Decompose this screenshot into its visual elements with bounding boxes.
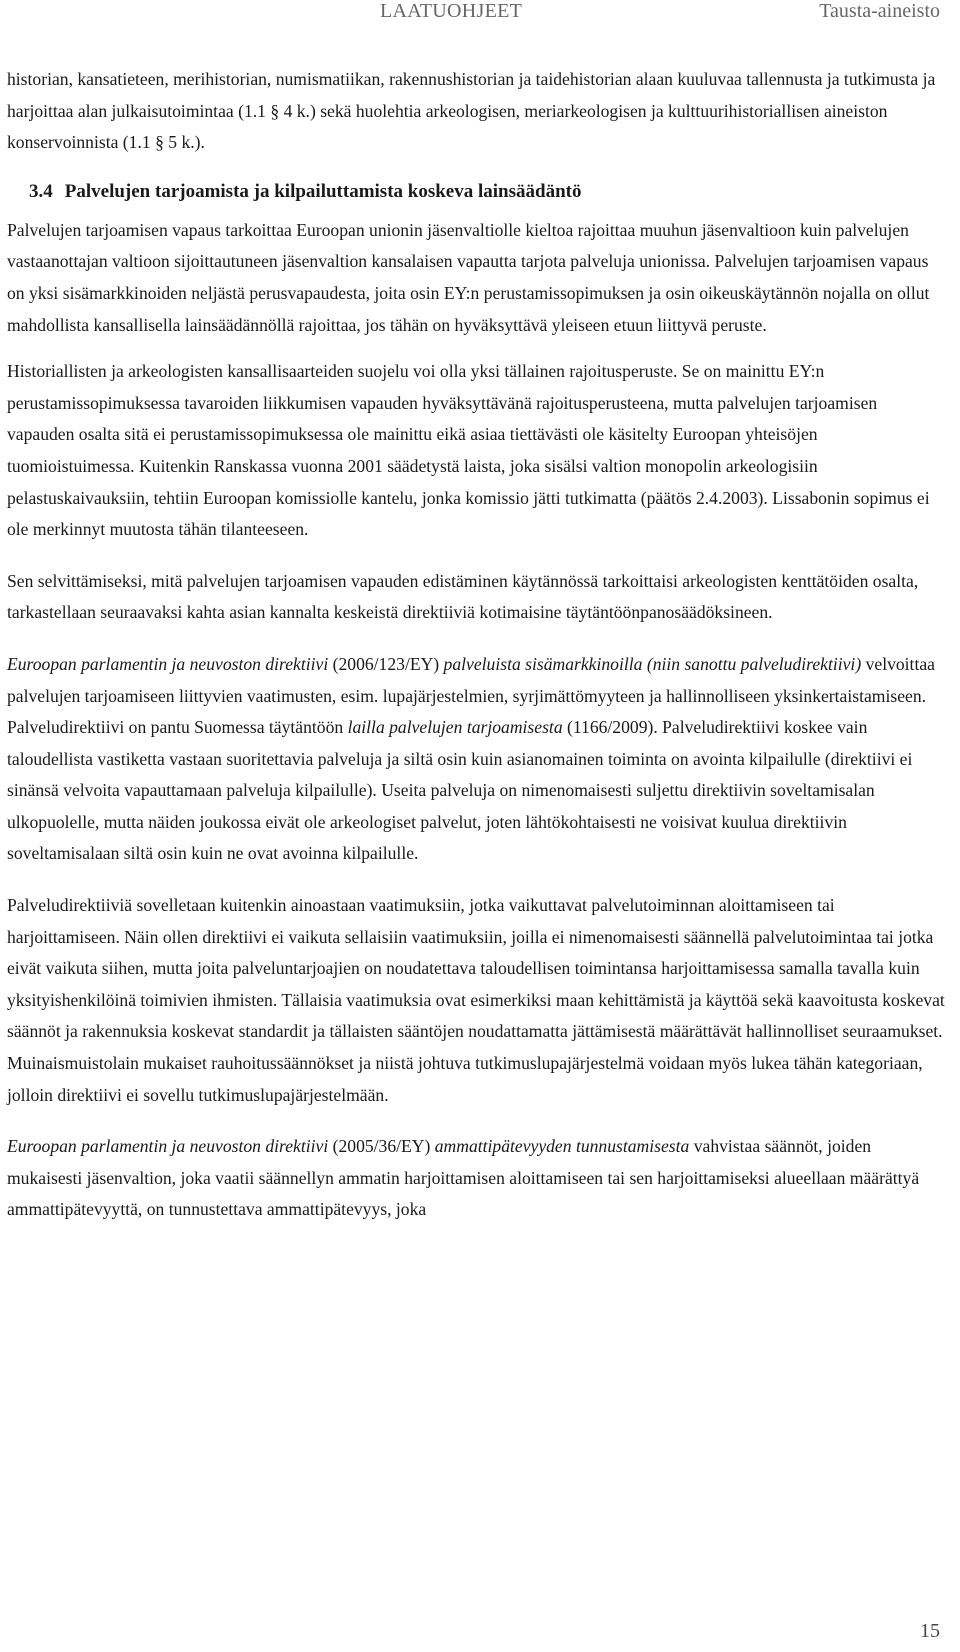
paragraph-text: (1166/2009). Palveludirektiivi koskee vain taloudellista vastiketta vastaan suoritettavia palveluja ja siltä osin kuin asianomainen toiminta on avointa kilpailulle (direktiivi ei sinänsä velvoita vapauttamaan palveluja kilpailulle). Useita palveluja on nimenomaisesti suljettu direktiivin soveltamisalan ulkopuolelle, mutta näiden joukossa eivät ole arkeologiset palvelut, joten lähtökohtaisesti ne voisivat kuulua direktiivin soveltamisalaan siltä osin kuin ne ovat avoinna kilpailulle.: [7, 717, 913, 864]
header-title: LAATUOHJEET: [380, 0, 523, 22]
section-title: Palvelujen tarjoamista ja kilpailuttamista koskeva lainsäädäntö: [64, 180, 582, 202]
section-heading: [7, 177, 947, 207]
section-number: 3.4: [29, 180, 53, 202]
directive-number: (2005/36/EY): [328, 1136, 435, 1157]
intro-text-3: 5 k.).: [168, 132, 205, 153]
directive-name: Euroopan parlamentin ja neuvoston direktiivi: [7, 1136, 329, 1157]
paragraph-2: Historiallisten ja arkeologisten kansallisaarteiden suojelu voi olla yksi tällainen rajoitusperuste. Se on mainittu EY:n perustamissopimuksessa tavaroiden liikkumisen vapauden hyväksyttävänä rajoitusperusteena, mutta palvelujen tarjoamisen vapauden osalta sitä ei perustamissopimuksessa ole mainittu eikä asiaa tiettävästi ole käsitelty Euroopan yhteisöjen tuomioistuimessa. Kuitenkin Ranskassa vuonna 2001 säädetystä laista, joka sisälsi valtion monopolin arkeologisiin pelastuskaivauksiin, tehtiin Euroopan komissiolle kantelu, jonka komissio jätti tutkimatta (päätös 2.4.2003). Lissabonin sopimus ei ole merkinnyt muutosta tähän tilanteeseen.: [7, 361, 930, 540]
section-symbol: §: [155, 132, 164, 153]
intro-paragraph: [7, 64, 947, 159]
paragraph-text: vahvistaa säännöt, joiden mukaisesti jäsenvaltion, joka vaatii säännellyn ammatin harjoittamisen aloittamiseen tai sen harjoittamiseksi alueellaan määrättyä ammattipätevyyttä, on tunnustettava ammattipätevyys, joka: [7, 1136, 920, 1220]
paragraph-3: Sen selvittämiseksi, mitä palvelujen tarjoamisen vapauden edistäminen käytännössä tarkoittaisi arkeologisten kenttätöiden osalta, tarkastellaan seuraavaksi kahta asian kannalta keskeistä direktiiviä kotimaisine täytäntöönpanosäädöksineen.: [7, 570, 919, 623]
paragraph-4: [7, 649, 947, 870]
directive-name: Euroopan parlamentin ja neuvoston direktiivi: [7, 653, 329, 674]
page-header: [0, 0, 960, 30]
paragraph-1: Palvelujen tarjoamisen vapaus tarkoittaa Euroopan unionin jäsenvaltiolle kieltoa rajoittaa muuhun jäsenvaltioon kuin palvelujen vastaanottajan valtioon sijoittautuneen jäsenvaltion kansalaisen vapautta tarjota palveluja unionissa. Palvelujen tarjoamisen vapaus on yksi sisämarkkinoiden neljästä perusvapaudesta, joita osin EY:n perustamissopimuksen ja osin oikeuskäytännön nojalla on ollut mahdollista kansallisella lainsäädännöllä rajoittaa, jos tähän on hyväksyttävä yleiseen etuun liittyvä peruste.: [7, 219, 930, 335]
directive-number: (2006/123/EY): [328, 653, 444, 674]
intro-text-2: 4 k.) sekä huolehtia arkeologisen, meriarkeologisen ja kulttuurihistoriallisen aineiston konservoinnista (1.1: [7, 100, 888, 153]
directive-title: ammattipätevyyden tunnustamisesta: [434, 1136, 690, 1157]
section-symbol: §: [270, 100, 280, 121]
directive-title: palveluista sisämarkkinoilla (niin sanottu palveludirektiivi): [443, 653, 862, 674]
header-subtitle: Tausta-aineisto: [819, 0, 940, 22]
page-number: 15: [920, 1620, 940, 1642]
law-title: lailla palvelujen tarjoamisesta: [347, 717, 563, 738]
document-body: [7, 64, 947, 1226]
paragraph-text: velvoittaa palvelujen tarjoamiseen liittyvien vaatimusten, esim. lupajärjestelmien, syrjimättömyyteen ja hallinnolliseen yksinkertaistamiseen. Palveludirektiivi on pantu Suomessa täytäntöön: [7, 653, 935, 738]
paragraph-5: Palveludirektiiviä sovelletaan kuitenkin ainoastaan vaatimuksiin, jotka vaikuttavat palvelutoiminnan aloittamiseen tai harjoittamiseen. Näin ollen direktiivi ei vaikuta sellaisiin vaatimuksiin, joilla ei nimenomaisesti säännellä palvelutoimintaa tai jotka eivät vaikuta siihen, mutta joita palveluntarjoajien on noudatettava taloudellisen toimintansa harjoittamisessa samalla tavalla kuin yksityishenkilöinä toimivien ihmisten. Tällaisia vaatimuksia ovat esimerkiksi maan kehittämistä ja käyttöä sekä kaavoitusta koskevat säännöt ja rakennuksia koskevat standardit ja tällaisten sääntöjen noudattamatta jättämisestä määrättävät hallinnolliset seuraamukset. Muinaismuistolain mukaiset rauhoitussäännökset ja niistä johtuva tutkimuslupajärjestelmä voidaan myös lukea tähän kategoriaan, jolloin direktiivi ei sovellu tutkimuslupajärjestelmään.: [7, 895, 945, 1105]
paragraph-6: [7, 1131, 947, 1226]
intro-text-1: historian, kansatieteen, merihistorian, numismatiikan, rakennushistorian ja taidehistorian alaan kuuluvaa tallennusta ja tutkimusta ja harjoittaa alan julkaisutoimintaa (1.1: [7, 69, 936, 121]
